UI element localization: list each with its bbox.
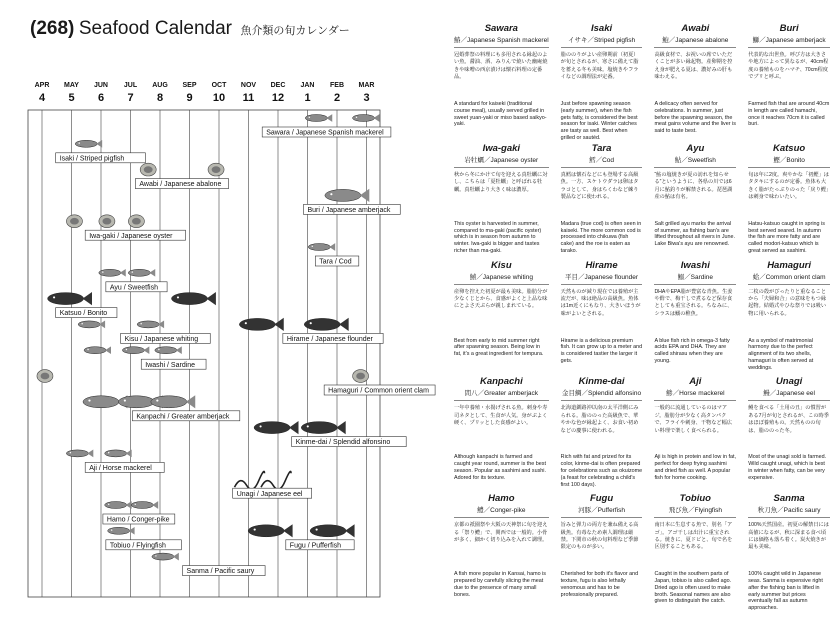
pufferfish-icon — [248, 524, 292, 537]
fish-desc-en: As a symbol of matrimonial harmony due to the perfect alignment of its two shells, hamaguri is often served at weddings. — [748, 337, 814, 371]
oyster-icon — [128, 215, 144, 228]
fish-card-kisu — [454, 259, 549, 376]
fish-desc-en: A blue fish rich in omega-3 fatty acids EPA and DHA. They are called shirasu when they are young. — [654, 337, 730, 364]
month-number-oct: 10 — [212, 92, 226, 104]
month-number-feb: 2 — [333, 92, 341, 104]
flounder-fish-icon — [304, 318, 348, 331]
fish-desc-en: Best from early to mid summer right after spawning season. Being low in fat, it's a great ingredient for tempura. — [454, 337, 544, 358]
fish-name-en: Kinme-dai — [578, 376, 625, 388]
month-number-apr: 4 — [38, 92, 46, 104]
flounder-fish-icon — [239, 318, 283, 331]
fish-card-sawara — [454, 22, 549, 142]
fish-desc-jp: “鮎の塩焼きが夏の訪れを知らせる”というように、各県の川では6月に鮎釣りが解禁される。琵琶湖産の鮎は有名。 — [654, 171, 733, 200]
fish-desc-jp: 秋から冬にかけて旬を迎える真牡蠣に対し、こちらは「夏牡蠣」と呼ばれる牡蠣。真牡蠣より大きく味は濃厚。 — [454, 171, 548, 193]
fish-card-hamo — [454, 492, 549, 612]
saury-fish-icon — [152, 553, 179, 561]
calendar-label — [85, 462, 164, 472]
fish-name-en: Tobiuo — [679, 493, 711, 505]
fish-name-jp: 金目鯛／Splendid alfonsino — [561, 388, 643, 401]
title-en: Seafood Calendar — [78, 18, 232, 39]
fish-desc-en: Farmed fish that are around 40cm in length are called hamachi, once it reaches 70cm it is called buri. — [748, 101, 830, 128]
fish-desc-en: Although kanpachi is farmed and caught year round, summer is the best season. Popular as sashimi and sushi. Adored for its texture. — [454, 454, 546, 481]
fish-desc-en: A standard for kaiseki (traditional course meal), usually served grilled in sweet yuan-yaki or miso based saikyo-yaki. — [454, 101, 547, 128]
fish-desc-jp: DHAやEPA脂が豊富な青魚。生姜や酢で、梅干しで煮るなど保存食としても重宝される。ちなみに、シラスは鰯の稚魚。 — [654, 288, 733, 317]
calendar-label — [56, 153, 146, 163]
page-number: (268) — [30, 18, 75, 39]
calendar-label-text: Kanpachi / Greater amberjack — [136, 413, 230, 421]
month-name-oct: OCT — [211, 82, 227, 89]
calendar-label — [141, 359, 206, 369]
title-jp: 魚介類の旬カレンダー — [240, 25, 350, 37]
calendar-label — [103, 514, 175, 524]
horse-mackerel-icon — [66, 450, 93, 458]
calendar-label — [106, 282, 167, 292]
calendar-label-text: Hamo / Conger-pike — [106, 516, 170, 524]
calendar-label — [132, 411, 239, 421]
month-name-aug: AUG — [152, 82, 168, 89]
fish-name-jp: 鰤／Japanese amberjack — [748, 35, 830, 48]
calendar-label-text: Unagi / Japanese eel — [236, 490, 303, 498]
calendar-label-text: Kisu / Japanese whiting — [124, 336, 199, 343]
fish-desc-en: Hatsu-katsuo caught in spring is best served seared. In autumn the fish are more fatty and are called modori-katsuo which is great served as sashimi. — [748, 220, 825, 254]
fish-desc-en: This oyster is harvested in summer, compared to ma-gaki (pacific oyster) which is in season from autumn to winter. Iwa-gaki is bigger and tastes richer than ma-gaki. — [454, 220, 542, 254]
fish-desc-en: Salt grilled ayu marks the arrival of summer, as fishing ban's are lifted throughout all rivers in June. Lake Biwa's ayu are renowned. — [654, 220, 736, 248]
fish-name-jp: 平目／Japanese flounder — [561, 272, 643, 285]
clam-icon — [353, 370, 369, 383]
alfonsino-fish-icon — [301, 421, 345, 434]
calendar-label-text: Tara / Cod — [319, 258, 352, 266]
calendar-label-text: Fugu / Pufferfish — [289, 542, 342, 550]
month-number-mar: 3 — [363, 92, 370, 104]
fish-card-iwashi — [654, 259, 736, 376]
fish-desc-jp: 冠婚葬祭の料理にも多用される縁起のよい魚。醤油、酒、みりんで焼いた幽庵焼きや味噌の西京漬けは懐石料理の定番品。 — [454, 52, 548, 81]
fish-description-grid — [454, 22, 830, 612]
calendar-label-text: Awabi / Japanese abalone — [139, 181, 222, 189]
calendar-label-text: Buri / Japanese amberjack — [307, 207, 391, 214]
fish-desc-en: A delicacy often served for celebrations. In summer, just before the spawning season, the meat gains volume and the liver is said to taste best. — [654, 101, 736, 135]
calendar-label — [324, 385, 435, 395]
month-name-feb: FEB — [330, 82, 344, 89]
conger-pike-icon — [105, 501, 132, 509]
calendar-label — [135, 179, 228, 189]
eel-icon — [261, 471, 291, 489]
fish-name-en: Unagi — [775, 376, 803, 388]
sweetfish-icon — [128, 269, 155, 277]
fish-desc-jp: 一年中養殖・水揚げされる魚。刺身や寿司ネタとして、生食が人気。身がぷよく硬く、プリッとした食感がよい。 — [454, 405, 548, 427]
fish-name-en: Kisu — [491, 259, 512, 271]
mackerel-fish-icon — [353, 114, 380, 122]
calendar-label — [262, 127, 391, 137]
fish-desc-jp: 代表的な出世魚。呼び方は大きさや地方によって異なるが、40cm程度の養殖ものをハマチ、70cm程度でブリと呼ぶ。 — [748, 52, 829, 81]
calendar-label — [85, 230, 185, 240]
fish-desc-jp: 高級食材で、お祝いの席でいただくことが多い縁起物。産卵期を控え身が肥える夏は、濃好みの肝も味わえる。 — [654, 52, 733, 81]
month-number-aug: 8 — [156, 92, 164, 104]
calendar-label-text: Aji / Horse mackerel — [89, 465, 152, 472]
fish-card-kanpachi — [454, 375, 549, 492]
month-name-may: MAY — [64, 82, 79, 89]
sardine-fish-icon — [155, 346, 182, 354]
fish-desc-en: Most of the unagi sold is farmed. Wild caught unagi, which is best in winter when fatty, can be very expensive. — [748, 454, 827, 481]
fish-desc-jp: 鰻を食べる「土用の丑」の慣習がある7月が旬とされるが、この時季はほぼ養殖もの。天然ものの旬は、脂ののった冬。 — [748, 405, 829, 434]
fish-desc-en: A fish more popular in Kansai, hamo is prepared by carefully slicing the meat due to the presence of many small bones. — [454, 571, 546, 598]
month-name-jan: JAN — [300, 82, 315, 89]
fish-card-unagi — [748, 375, 830, 492]
fish-desc-jp: 旬は年に2度。爽やかな「初鰹」はタタキにするのが定番。魚体も大きく脂がたっぷりのった「戻り鰹」は刺身で味わいたい。 — [748, 171, 829, 200]
month-number-dec: 12 — [271, 92, 285, 104]
month-number-jul: 7 — [127, 92, 134, 104]
fish-desc-en: Hirame is a delicious premium fish. It can grow up to a meter and is considered tastier the larger it gets. — [560, 337, 643, 364]
fish-name-jp: 鰆／Japanese Spanish mackerel — [454, 35, 549, 48]
fish-card-ayu — [654, 142, 736, 259]
calendar-label — [106, 540, 181, 550]
fish-name-en: Isaki — [590, 23, 613, 34]
calendar-label-text: Kinme-dai / Splendid alfonsino — [295, 439, 391, 447]
fish-name-jp: 鱚／Japanese whiting — [454, 272, 549, 285]
calendar-label — [121, 333, 211, 343]
calendar-label-text: Sawara / Japanese Spanish mackerel — [266, 129, 384, 137]
fish-card-iwa-gaki — [454, 142, 549, 259]
month-name-nov: NOV — [240, 82, 257, 89]
fish-name-en: Tara — [591, 142, 612, 154]
calendar-label — [183, 566, 266, 576]
month-number-jun: 6 — [97, 92, 105, 104]
fish-name-jp: イサキ／Striped pigfish — [561, 35, 643, 48]
fish-desc-en: Madara (true cod) is often seen in kaiseki. The more common cod is processed into chikuwa (fish cake) and the roe is eaten as tarako. — [560, 220, 642, 254]
sardine-fish-icon — [84, 346, 111, 354]
fish-name-en: Sawara — [484, 23, 518, 34]
fish-name-en: Buri — [779, 23, 799, 34]
abalone-icon — [208, 163, 224, 176]
bonito-fish-icon — [48, 292, 92, 305]
fish-desc-jp: 真鱈は懐石などにも登場する高級魚。一方、スケトウダラは卵はタラコとして、身はちくわなど練り製品などに使われる。 — [560, 171, 639, 200]
fish-card-katsuo — [748, 142, 830, 259]
fish-name-jp: 河豚／Pufferfish — [561, 505, 643, 518]
fish-name-en: Aji — [689, 376, 702, 388]
calendar-label-text: Sanma / Pacific saury — [186, 568, 255, 576]
fish-desc-en: Cherished for both it's flavor and texture, fugu is also lethally venomous and has to be professionally prepared. — [560, 571, 639, 598]
fish-desc-jp: 一般的に流通しているのはマアジ。脂肪分が少なく高タンパクで、フライや刺身、干物など幅広い料理で楽しく食べられる。 — [654, 405, 732, 434]
fish-desc-en: Just before spawning season (early summer), when the fish gets fatty, is considered the best season for isaki. Winter catches are tasty as well. Best when grilled or sautéd. — [560, 101, 638, 141]
fish-desc-jp: 天然ものが減り現在では養殖が主流だが、味は絶品の高級魚。魚体は1m近くにもなり、大きいほうが味がよいとされる。 — [560, 288, 641, 317]
amberjack-fish-icon — [325, 189, 369, 202]
bonito-fish-icon — [172, 292, 216, 305]
fish-card-aji — [654, 375, 736, 492]
calendar-label — [286, 540, 354, 550]
fish-name-en: Hamo — [488, 493, 515, 505]
fish-desc-jp: 京都の祇園祭や大阪の天神祭に旬を迎える「祭り鱧」で、関西では一般的。小骨が多く、細かく切り込みを入れて調理。 — [454, 522, 548, 544]
fish-name-en: Kanpachi — [479, 376, 523, 388]
fish-desc-en: Caught in the southern parts of Japan, tobiuo is also called ago. Dried ago is often used to make broth. Seasonal names are also given to distinguish the catch. — [654, 571, 732, 605]
fish-card-tara — [561, 142, 643, 259]
fish-desc-jp: 旨みと弾力の両方を兼ね備える高級魚。有毒なため素人調理は厳禁。下関市の秋の旬料理など季節限定のものが多い。 — [560, 522, 639, 551]
fish-name-jp: 鰯／Sardine — [654, 272, 736, 285]
month-name-jun: JUN — [93, 82, 109, 89]
horse-mackerel-icon — [105, 450, 132, 458]
fish-desc-jp: 100%天然国産。初夏の解禁日には高値になるが、秋に深まる食べ頃には価格も落ち着く。炭火焼きが最も美味。 — [748, 522, 829, 551]
fish-name-en: Katsuo — [773, 142, 806, 154]
calendar-label — [283, 333, 383, 343]
month-name-sep: SEP — [182, 82, 197, 89]
fish-desc-jp: 産卵を控えた初夏が最も美味。脂肪分が少なくじとから、食感がよくと上品な味にとよさ天ぷらが親しまれている。 — [454, 288, 548, 310]
fish-name-en: Ayu — [686, 142, 705, 154]
fish-name-jp: 鱈／Cod — [561, 155, 643, 168]
calendar-label — [315, 256, 359, 266]
fish-name-jp: 鮎／Sweetfish — [654, 155, 736, 168]
fish-name-jp: 鮑／Japanese abalone — [654, 35, 736, 48]
calendar-label-text: Hamaguri / Common orient clam — [328, 387, 429, 395]
fish-card-kinme-dai — [561, 375, 643, 492]
fish-name-en: Hamaguri — [767, 259, 812, 271]
fish-card-fugu — [561, 492, 643, 612]
month-name-mar: MAR — [358, 82, 375, 89]
fish-card-isaki — [561, 22, 643, 142]
conger-pike-icon — [131, 501, 158, 509]
cod-fish-icon — [308, 243, 335, 251]
fish-card-hamaguri — [748, 259, 830, 376]
fish-desc-jp: 北海道釧路沖以南の太平洋側にみられる。脂ののった高級魚で、華やかな色が縁起よく、お食い初めなどの慶事に使われる。 — [560, 405, 639, 434]
calendar-label — [292, 437, 407, 447]
month-name-apr: APR — [34, 82, 50, 89]
fish-card-awabi — [654, 22, 736, 142]
calendar-label-text: Hirame / Japanese flounder — [286, 336, 373, 343]
fish-card-buri — [748, 22, 830, 142]
fish-name-jp: 岩牡蠣／Japanese oyster — [454, 155, 549, 168]
fish-name-jp: 秋刀魚／Pacific saury — [748, 505, 830, 518]
fish-desc-jp: 二枚の殻がぴったりと重なることから「夫婦和合」の意味をもつ縁起物。結婚式やひな祭りでは吸い物に用いられる。 — [748, 288, 827, 317]
calendar-label-text: Ayu / Sweetfish — [109, 284, 158, 292]
fish-name-en: Sanma — [773, 493, 805, 505]
fish-name-jp: 鯵／Horse mackerel — [654, 388, 736, 401]
calendar-label-text: Iwashi / Sardine — [145, 361, 196, 369]
calendar-label — [304, 204, 401, 214]
fish-name-en: Hirame — [585, 259, 618, 271]
month-name-jul: JUL — [123, 82, 138, 89]
fish-name-jp: 飛び魚／Flyingfish — [654, 505, 736, 518]
pigfish-icon — [75, 140, 102, 148]
mackerel-fish-icon — [305, 114, 332, 122]
fish-name-jp: 鰻／Japanese eel — [748, 388, 830, 401]
sweetfish-icon — [99, 269, 126, 277]
calendar-label — [56, 308, 117, 318]
calendar-label-text: Isaki / Striped pigfish — [59, 155, 125, 163]
calendar-label-text: Tobiuo / Flyingfish — [109, 542, 166, 550]
fish-desc-en: Aji is high in protein and low in fat, perfect for deep frying sashimi and dried fish as well. A popular fish for home cooking. — [654, 454, 736, 481]
clam-icon — [37, 370, 53, 383]
calendar-label-text: Katsuo / Bonito — [59, 310, 108, 318]
pufferfish-icon — [310, 524, 354, 537]
month-number-sep: 9 — [186, 92, 193, 104]
calendar-label-text: Iwa-gaki / Japanese oyster — [89, 232, 173, 240]
fish-card-hirame — [561, 259, 643, 376]
fish-name-en: Fugu — [589, 493, 614, 505]
fish-name-jp: 間八／Greater amberjack — [454, 388, 549, 401]
month-number-may: 5 — [68, 92, 75, 104]
fish-name-jp: 蛤／Common orient clam — [748, 272, 830, 285]
fish-desc-jp: 脂ののりがよい産卵期前（初夏）が旬とされるが、寒さに備えて脂を蓄える冬も美味。塩焼きやフライなどの調理法が定番。 — [560, 52, 639, 81]
eel-icon — [235, 471, 265, 489]
fish-desc-en: Rich with fat and prized for its color, kinme-dai is often prepared for celebrations such as okuizome (a feast for celebrating a child's first 100 days). — [560, 454, 643, 488]
fish-desc-en: 100% caught wild in Japanese seas. Sanma is expensive right after the fishing ban is lifted in early summer but prices eventually fall as autumn approaches. — [748, 571, 823, 612]
month-number-jan: 1 — [304, 92, 311, 104]
oyster-icon — [99, 215, 115, 228]
oyster-icon — [66, 215, 82, 228]
sardine-fish-icon — [122, 346, 149, 354]
fish-name-jp: 鰹／Bonito — [748, 155, 830, 168]
calendar-label — [233, 488, 312, 498]
month-name-dec: DEC — [270, 82, 286, 89]
alfonsino-fish-icon — [254, 421, 298, 434]
fish-desc-jp: 南日本に生息する魚で、別名「アゴ」。アゴ干しは出汁に重宝される。焼きに、夏ドビと、旬で名を区別することもある。 — [654, 522, 733, 551]
fish-card-tobiuo — [654, 492, 736, 612]
greater-amberjack-icon — [151, 395, 195, 408]
month-number-nov: 11 — [242, 92, 255, 104]
fish-card-sanma — [748, 492, 830, 612]
fish-name-en: Awabi — [681, 23, 710, 34]
fish-name-en: Iwa-gaki — [482, 142, 521, 154]
abalone-icon — [140, 163, 156, 176]
fish-name-jp: 鱧／Conger-pike — [454, 505, 549, 518]
fish-name-en: Iwashi — [680, 259, 710, 271]
